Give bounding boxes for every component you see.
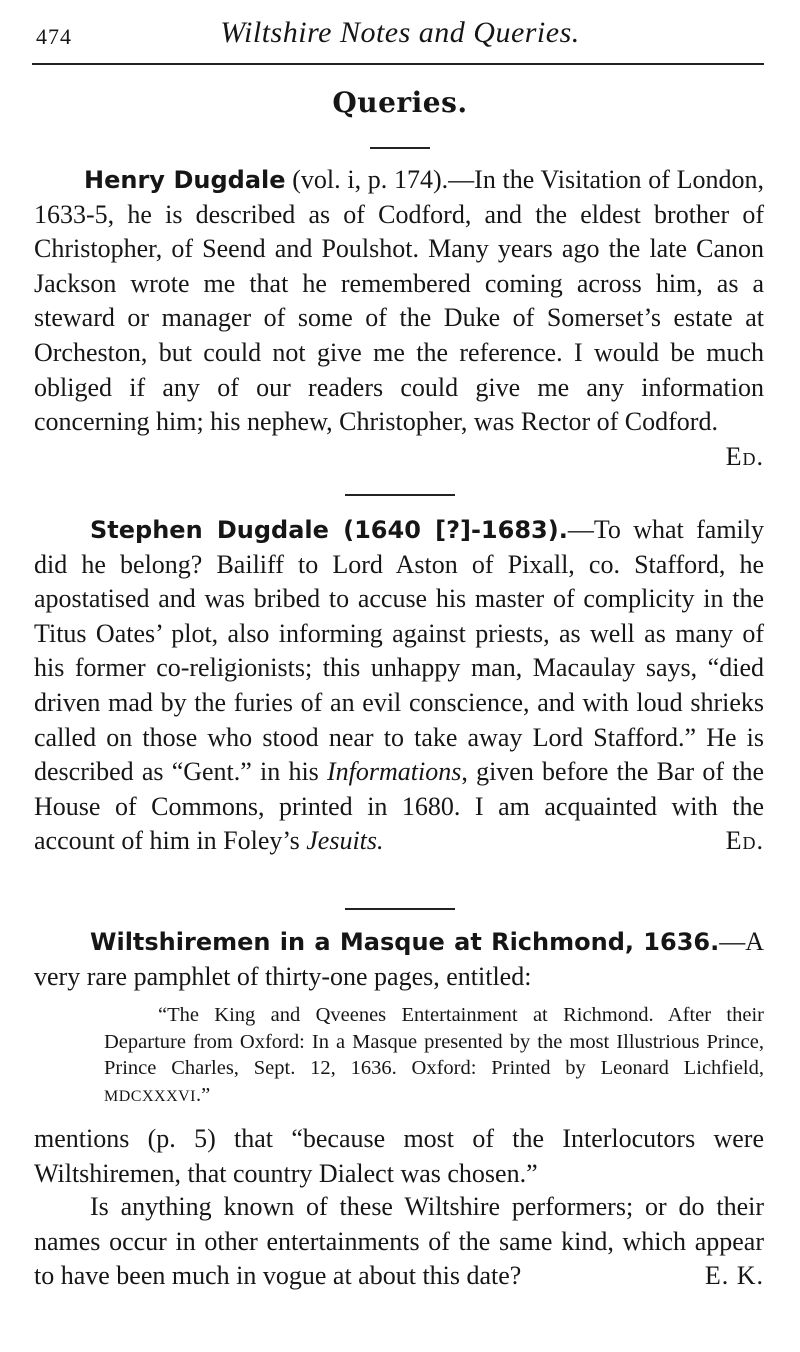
query-text: , given before the Bar of the House of Commons, printed in 1680. I am acquainted with the account of him in Foley’s bbox=[34, 757, 764, 856]
signature: Ed. bbox=[725, 826, 764, 856]
query-wiltshiremen-masque bbox=[34, 925, 764, 994]
page-number: 474 bbox=[36, 24, 72, 49]
running-head bbox=[36, 16, 764, 52]
query-stephen-dugdale bbox=[34, 513, 764, 859]
query-text: —To what family did he belong? Bailiff to Lord Aston of Pixall, co. Stafford, he apostatised and was bribed to accuse his master of complicity in the Titus Oates’ plot, also informing against priests, as well as many of his former co-religionists; this unhappy man, Macaulay says, “died driven mad by the furies of an evil conscience, and with loud shrieks called on those who stood near to take away Lord Stafford.” He is described as “Gent.” in his bbox=[34, 515, 765, 787]
divider-rule bbox=[345, 908, 455, 910]
signature: Ed. bbox=[725, 441, 764, 471]
italic-title: Informations bbox=[327, 757, 462, 787]
header-rule bbox=[32, 63, 764, 65]
quote-date: MDCXXXVI bbox=[104, 1087, 196, 1105]
query-text-continued: mentions (p. 5) that “because most of the Interlocutors were Wiltshiremen, that country Dialect was chosen.” bbox=[34, 1124, 764, 1188]
quote-end: .” bbox=[196, 1083, 211, 1106]
journal-title: Wiltshire Notes and Queries. bbox=[220, 16, 580, 49]
divider-rule bbox=[370, 147, 430, 149]
quote-text: “The King and Qveenes Entertainment at Richmond. After their Departure from Oxford: In a Masque presented by the most Illustrious Prince, Prince Charles, Sept. 12, 1636. Oxford: Printed by Leonard Lichfield, bbox=[104, 1004, 764, 1079]
query-heading: Wiltshiremen in a Masque at Richmond, 1636. bbox=[90, 928, 720, 956]
query-henry-dugdale bbox=[34, 163, 764, 474]
divider-rule bbox=[345, 494, 455, 496]
query-heading: Stephen Dugdale (1640 [?]-1683). bbox=[90, 516, 568, 544]
section-title: Queries. bbox=[332, 86, 468, 119]
query-heading: Henry Dugdale bbox=[84, 166, 286, 194]
query-text-final bbox=[34, 1190, 764, 1294]
block-quote bbox=[104, 1002, 764, 1110]
signature: E. K. bbox=[704, 1261, 764, 1291]
query-text: (vol. i, p. 174).—In the Visitation of London, 1633-5, he is described as of Codford, and the eldest brother of Christopher, of Seend and Poulshot. Many years ago the late Canon Jackson wrote me that he remembered coming across him, as a steward or manager of some of the Duke of Somerset’s estate at Orcheston, but could not give me the reference. I would be much obliged if any of our readers could give me any information concerning him; his nephew, Christopher, was Rector of Codford. bbox=[34, 165, 764, 437]
italic-title: Jesuits. bbox=[306, 826, 384, 856]
query-text: Is anything known of these Wiltshire performers; or do their names occur in other entertainments of the same kind, which appear to have been much in vogue at about this date? bbox=[34, 1192, 764, 1291]
query-text: —A very rare pamphlet of thirty-one pages, entitled: bbox=[34, 927, 764, 991]
